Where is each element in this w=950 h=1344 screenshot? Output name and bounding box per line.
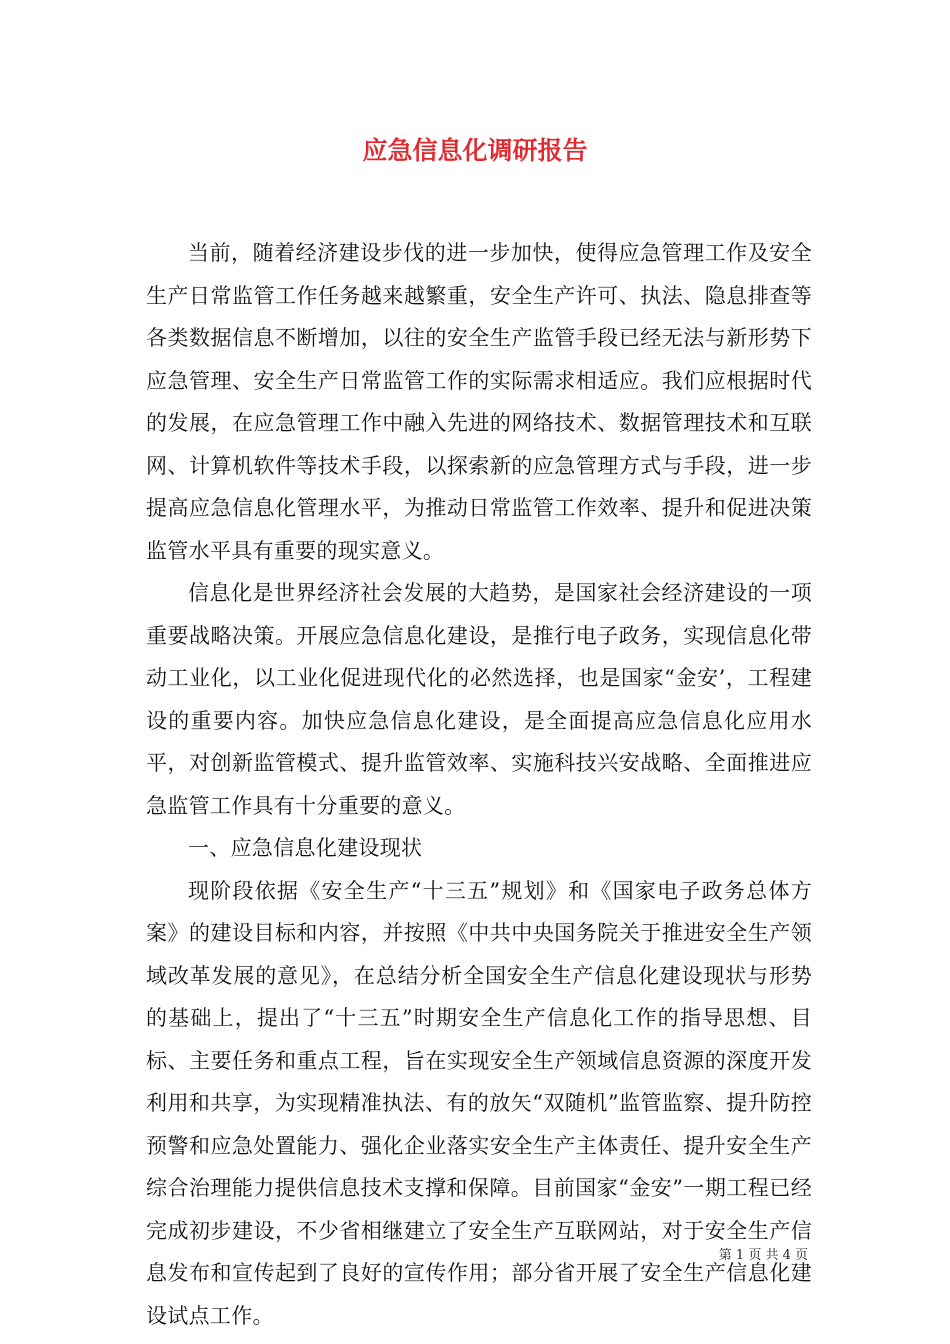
document-title: 应急信息化调研报告 [362,136,588,165]
paragraph-current-status: 现阶段依据《安全生产“十三五”规划》和《国家电子政务总体方案》的建设目标和内容，并按照《中共中央国务院关于推进安全生产领域改革发展的意见》，在总结分析全国安全生产信息化建设现状与形势的基础上，提出了“十三五”时期安全生产信息化工作的指导思想、目标、主要任务和重点工程，旨在实现安全生产领域信息资源的深度开发利用和共享，为实现精准执法、有的放矢“双随机”监管监察、提升防控预警和应急处置能力、强化企业落实安全生产主体责任、提升安全生产综合治理能力提供信息技术支撑和保障。目前国家“金安”一期工程已经完成初步建设，不少省相继建立了安全生产互联网站，对于安全生产信息发布和宣传起到了良好的宣传作用；部分省开展了安全生产信息化建设试点工作。 [146,878,812,1328]
page-number: 第 1 页 共 4 页 [718,1248,808,1263]
paragraph-informatization: 信息化是世界经济社会发展的大趋势，是国家社会经济建设的一项重要战略决策。开展应急信息化建设，是推行电子政务，实现信息化带动工业化，以工业化促进现代化的必然选择，也是国家“金安’，工程建设的重要内容。加快应急信息化建设，是全面提高应急信息化应用水平，对创新监管模式、提升监管效率、实施科技兴安战略、全面推进应急监管工作具有十分重要的意义。 [146,581,812,818]
document-body [146,232,812,1337]
section-heading-status: 一、应急信息化建设现状 [188,836,423,860]
paragraph-intro: 当前，随着经济建设步伐的进一步加快，使得应急管理工作及安全生产日常监管工作任务越来越繁重，安全生产许可、执法、隐息排查等各类数据信息不断增加，以往的安全生产监管手段已经无法与新形势下应急管理、安全生产日常监管工作的实际需求相适应。我们应根据时代的发展，在应急管理工作中融入先进的网络技术、数据管理技术和互联网、计算机软件等技术手段，以探索新的应急管理方式与手段，进一步提高应急信息化管理水平，为推动日常监管工作效率、提升和促进决策监管水平具有重要的现实意义。 [146,241,812,563]
